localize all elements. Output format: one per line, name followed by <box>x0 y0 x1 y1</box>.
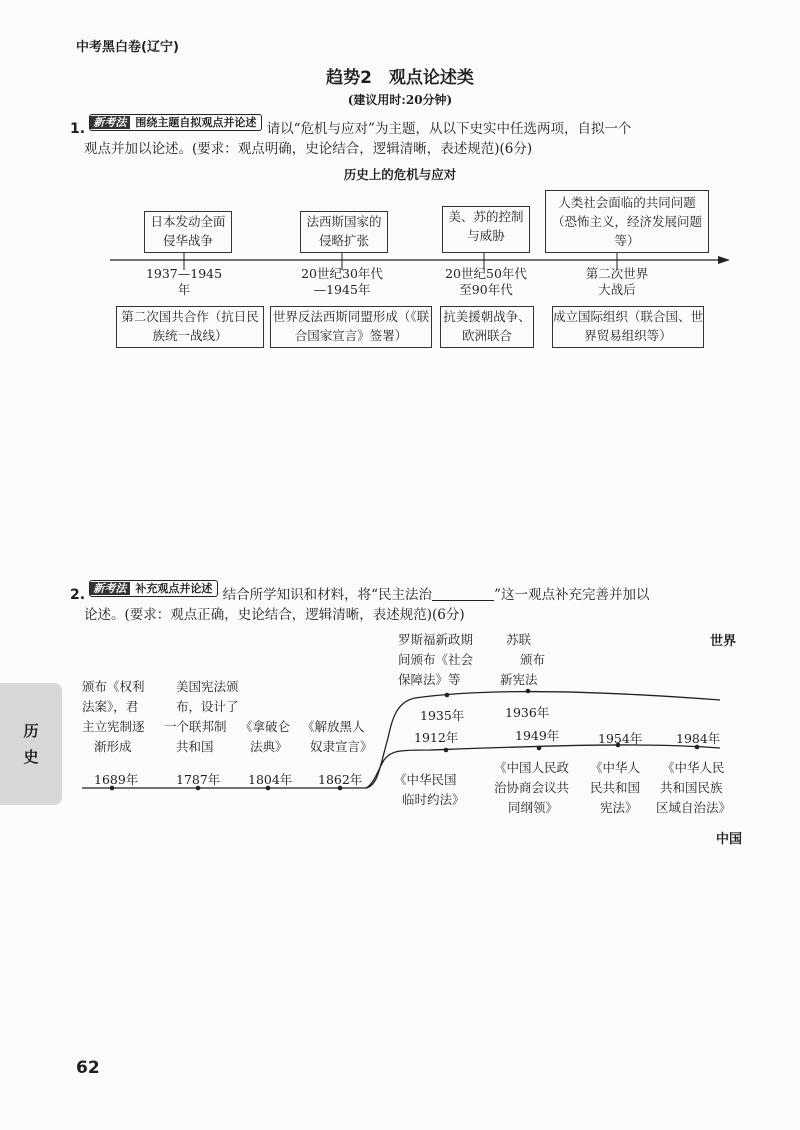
section-subtitle: (建议用时:20分钟) <box>347 93 453 107</box>
event-text-line: 颁布《权利 <box>82 679 145 694</box>
event-text-line: 民共和国 <box>590 780 641 795</box>
question-1-line-1 <box>70 114 750 140</box>
event-text-line: 新宪法 <box>500 672 538 687</box>
event-text-line: 法案》，君 <box>82 699 139 714</box>
question-2-line-1 <box>70 580 770 606</box>
year-1912: 1912年 <box>414 730 459 745</box>
year-1804: 1804年 <box>248 772 293 787</box>
event-1689-text <box>82 677 160 757</box>
event-text-line: 罗斯福新政期 <box>398 632 474 647</box>
question-1-tag <box>89 114 262 131</box>
event-1984-text <box>656 758 756 818</box>
response-box-2: 世界反法西斯同盟形成（《联合国家宣言》签署） <box>270 306 432 348</box>
year-1935: 1935年 <box>420 708 465 723</box>
question-1-prompt: 请以“危机与应对”为主题，从以下史实中任选两项，自拟一个 <box>266 121 632 137</box>
year-1984: 1984年 <box>676 731 721 746</box>
section-title: 趋势2 观点论述类 <box>326 68 474 88</box>
event-text-line: 《拿破仑 <box>240 719 291 734</box>
event-1935-text <box>398 630 498 690</box>
question-2-prompt-b: ”这一观点补充完善并加以 <box>494 587 650 603</box>
event-text-line: 间颁布《社会 <box>398 652 474 667</box>
crisis-box-2: 法西斯国家的侵略扩张 <box>300 211 388 253</box>
crisis-box-1: 日本发动全面侵华战争 <box>144 211 232 253</box>
event-text-line: 法典》 <box>250 739 288 754</box>
crisis-box-3: 美、苏的控制与威胁 <box>442 206 530 253</box>
side-tab-char: 历 <box>23 722 39 740</box>
event-text-line: 保障法》等 <box>398 672 461 687</box>
question-2-prompt-a: 结合所学知识和材料，将“民主法治 <box>222 587 433 603</box>
year-1787: 1787年 <box>176 772 221 787</box>
question-1-number: 1. <box>70 121 86 137</box>
event-text-line: 布，设计了 <box>176 699 239 714</box>
period-3: 20世纪50年代至90年代 <box>445 266 527 297</box>
event-text-line: 区域自治法》 <box>656 800 732 815</box>
event-1787-text <box>164 677 244 757</box>
event-text-line: 《中华人民 <box>662 760 725 775</box>
period-4: 第二次世界大战后 <box>585 266 649 297</box>
timeline-title: 历史上的危机与应对 <box>343 167 457 182</box>
event-1862-text <box>302 717 382 757</box>
event-text-line: 宪法》 <box>600 800 638 815</box>
event-1949-text <box>494 758 588 818</box>
tag-topic: 补充观点并论述 <box>135 582 213 595</box>
event-text-line: 渐形成 <box>94 739 132 754</box>
crisis-box-4: 人类社会面临的共同问题（恐怖主义，经济发展问题等） <box>545 190 709 253</box>
question-2-tag <box>89 580 218 597</box>
response-box-1: 第二次国共合作（抗日民族统一战线） <box>116 306 264 348</box>
world-label: 世界 <box>710 634 737 649</box>
china-label: 中国 <box>716 832 743 847</box>
event-text-line: 《中华人 <box>590 760 641 775</box>
year-1862: 1862年 <box>318 772 363 787</box>
year-1949: 1949年 <box>515 728 560 743</box>
year-1936: 1936年 <box>505 705 550 720</box>
event-text-line: 同纲领》 <box>508 800 559 815</box>
event-text-line: 苏联 <box>506 632 532 647</box>
subject-side-tab <box>0 683 62 805</box>
year-1689: 1689年 <box>94 772 139 787</box>
question-1-line-2: 观点并加以论述。(要求：观点明确，史论结合，逻辑清晰，表述规范)(6分) <box>84 141 533 157</box>
event-text-line: 一个联邦制 <box>164 719 227 734</box>
event-text-line: 共和国民族 <box>660 780 723 795</box>
event-text-line: 临时约法》 <box>402 792 465 807</box>
book-title: 中考黑白卷(辽宁) <box>76 40 179 55</box>
tag-topic: 围绕主题自拟观点并论述 <box>135 116 257 129</box>
question-2-line-2: 论述。(要求：观点正确，史论结合，逻辑清晰，表述规范)(6分) <box>84 607 465 623</box>
event-text-line: 《解放黑人 <box>302 719 365 734</box>
response-box-4: 成立国际组织（联合国、世界贸易组织等） <box>552 306 704 348</box>
new-method-badge: 新考法 <box>90 116 130 129</box>
event-1954-text <box>590 758 660 818</box>
event-text-line: 主立宪制逐 <box>82 719 145 734</box>
event-text-line: 奴隶宣言》 <box>310 739 373 754</box>
answer-blank[interactable] <box>432 586 494 601</box>
event-1936-text <box>500 630 550 690</box>
page-number: 62 <box>76 1058 100 1078</box>
response-box-3: 抗美援朝战争、欧洲联合 <box>440 306 534 348</box>
event-text-line: 《中华民国 <box>394 772 457 787</box>
event-1804-text <box>240 717 306 757</box>
event-text-line: 共和国 <box>176 739 214 754</box>
event-text-line: 美国宪法颁 <box>176 679 239 694</box>
event-text-line: 治协商会议共 <box>494 780 570 795</box>
year-1954: 1954年 <box>598 731 643 746</box>
side-tab-char: 史 <box>23 748 39 766</box>
event-1912-text <box>394 770 478 810</box>
period-1: 1937—1945年 <box>145 266 223 297</box>
event-text-line: 《中国人民政 <box>494 760 570 775</box>
period-2: 20世纪30年代—1945年 <box>301 266 383 297</box>
event-text-line: 颁布 <box>520 652 546 667</box>
new-method-badge: 新考法 <box>90 582 130 595</box>
question-2-number: 2. <box>70 587 86 603</box>
